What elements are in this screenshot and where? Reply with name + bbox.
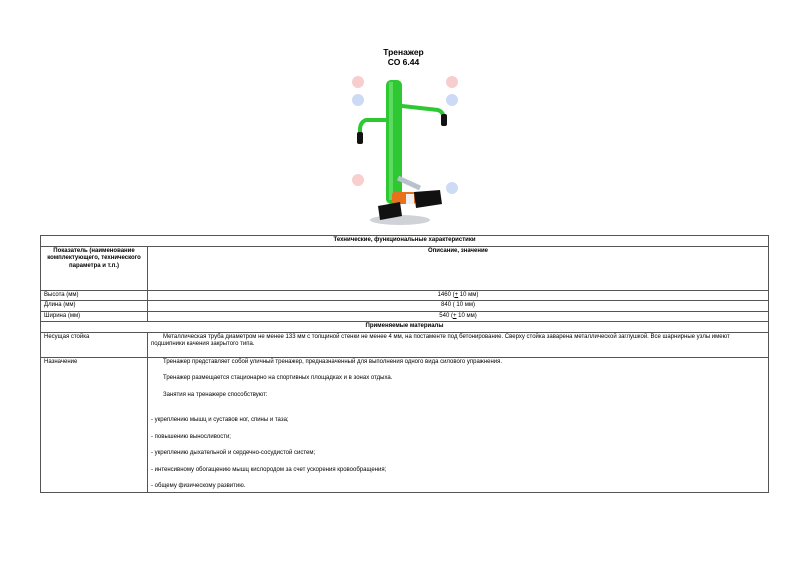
section-title-materials: Применяемые материалы bbox=[41, 322, 769, 333]
watermark-logo bbox=[352, 76, 458, 194]
table-row bbox=[41, 301, 769, 312]
bearing bbox=[406, 194, 414, 204]
table-row bbox=[41, 311, 769, 322]
section-header-row bbox=[41, 236, 769, 247]
table-row bbox=[41, 290, 769, 301]
page-title-line2: СО 6.44 bbox=[387, 57, 420, 67]
list-item: - укреплению мышц и суставов ног, спины и таза; bbox=[151, 417, 289, 423]
row-value-width bbox=[148, 311, 769, 322]
list-item: - интенсивному обогащению мышц кислородом за счет ускорения кровообращения; bbox=[151, 466, 387, 473]
table-row bbox=[41, 357, 769, 492]
tolerance-sign: + bbox=[454, 291, 459, 298]
left-grip bbox=[357, 132, 363, 144]
list-item: - повышению выносливости; bbox=[151, 433, 231, 440]
value-text: 10 мм) bbox=[456, 302, 475, 308]
main-post bbox=[386, 80, 402, 204]
value-text: 10 мм) bbox=[458, 291, 479, 298]
column-header-parameter: Показатель (наименование комплектующего, технического параметра и т.п.) bbox=[41, 246, 148, 290]
row-value-support bbox=[148, 332, 769, 357]
right-handle bbox=[402, 106, 444, 120]
table-row bbox=[41, 332, 769, 357]
value-text: 1460 ( bbox=[437, 291, 455, 298]
row-label-support: Несущая стойка bbox=[41, 332, 148, 357]
list-item: - общему физическому развитию. bbox=[151, 483, 246, 489]
purpose-paragraph-2: Тренажер размещается стационарно на спортивных площадках и в зонах отдыха. bbox=[163, 375, 393, 381]
spec-table bbox=[40, 235, 769, 493]
purpose-paragraph-3: Занятия на тренажере способствуют: bbox=[163, 391, 268, 398]
list-item: - укреплению дыхательной и сердечно-сосудистой систем; bbox=[151, 450, 316, 456]
section-title-specs: Технические, функциональные характеристики bbox=[41, 236, 769, 247]
row-value-length bbox=[148, 301, 769, 312]
shadow bbox=[370, 215, 430, 225]
tolerance-sign: + bbox=[452, 312, 457, 319]
row-value-purpose bbox=[148, 357, 769, 492]
right-grip bbox=[441, 114, 447, 126]
column-header-value: Описание, значение bbox=[148, 246, 769, 290]
row-label-purpose: Назначение bbox=[41, 357, 148, 492]
row-label-width: Ширина (мм) bbox=[41, 311, 148, 322]
row-value-height bbox=[148, 290, 769, 301]
post-highlight bbox=[389, 82, 393, 200]
row-label-height: Высота (мм) bbox=[41, 290, 148, 301]
column-header-row bbox=[41, 246, 769, 290]
value-text: 10 мм) bbox=[456, 312, 477, 319]
purpose-paragraph-1: Тренажер представляет собой уличный тренажер, предназначенный для выполнения одного вида силового упражнения. bbox=[163, 358, 503, 365]
value-text: 540 ( bbox=[439, 312, 453, 319]
section-header-row bbox=[41, 322, 769, 333]
outdoor-exercise-machine-image bbox=[340, 70, 470, 230]
left-handle bbox=[360, 120, 390, 140]
value-text: 840 ( bbox=[441, 302, 457, 308]
footplate-right bbox=[414, 190, 442, 208]
row-label-length: Длина (мм) bbox=[41, 301, 148, 312]
support-description: Металлическая труба диаметром не менее 133 мм с толщиной стенки не менее 4 мм, на постаменте под бетонирование. Сверху стойка заварена металлической заглушкой. Все шарнирные узлы имеют подшипники качения закрытого типа. bbox=[151, 333, 730, 347]
page-title-line1: Тренажер bbox=[383, 47, 424, 57]
